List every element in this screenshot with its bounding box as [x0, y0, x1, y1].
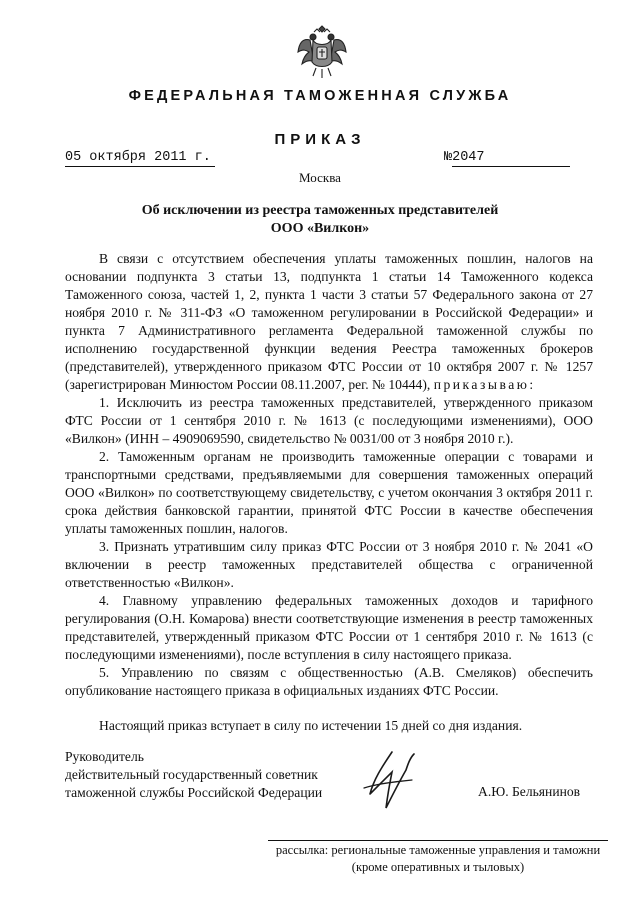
preamble-text: В связи с отсутствием обеспечения уплаты таможенных пошлин, налогов на основании подпункта 3 статьи 13, подпункта 1 статьи 14 Таможенного кодекса Таможенного союза, частей 1, 2, пункта 1 части 3 статьи 57 Федерального закона от 27 ноября 2010 г. № 311-ФЗ «О таможенном регулировании в Российской Федерации» и пункта 7 Административного регламента Федеральной таможенной службы по исполнению государственной функции ведения Реестра таможенных брокеров (представителей), утвержденного приказом ФТС России от 10 октября 2007 г. № 1257 (зарегистрирован Минюстом России 08.11.2007, рег. № 10444), — [65, 251, 593, 392]
subject-line-2: ООО «Вилкон» — [270, 221, 370, 236]
order-item-3: 3. Признать утратившим силу приказ ФТС России от 3 ноября 2010 г. № 2041 «О включении в реестр таможенных представителей общества с ограниченной ответственностью «Вилкон». — [65, 539, 593, 590]
signatory-role-2: действительный государственный советник — [65, 767, 318, 782]
order-directive: приказываю: — [433, 377, 536, 392]
distribution-line-1: рассылка: региональные таможенные управления и таможни — [275, 843, 601, 857]
order-item-4: 4. Главному управлению федеральных таможенных доходов и тарифного регулирования (О.Н. Комарова) внести соответствующие изменения в реестр таможенных представителей, утвержденный приказом ФТС России от 1 сентября 2010 г. № 1613 (с последующими изменениями), после вступления в силу настоящего приказа. — [65, 593, 593, 662]
order-subject — [0, 202, 640, 238]
number-value: 2047 — [452, 150, 570, 167]
preamble-paragraph — [65, 250, 593, 394]
agency-name: ФЕДЕРАЛЬНАЯ ТАМОЖЕННАЯ СЛУЖБА — [128, 88, 512, 104]
subject-line-1: Об исключении из реестра таможенных представителей — [141, 203, 499, 218]
order-item-2: 2. Таможенным органам не производить таможенные операции с товарами и транспортными средствами, предъявляемыми для совершения таможенных операций ООО «Вилкон» по соответствующему свидетельству, с учетом окончания 3 октября 2011 г. срока действия банковской гарантии, принятой ФТС России в качестве обеспечения уплаты таможенных пошлин, налогов. — [65, 449, 593, 536]
distribution-line-2: (кроме оперативных и тыловых) — [351, 860, 525, 874]
handwritten-signature-icon — [362, 748, 422, 812]
city: Москва — [299, 170, 341, 185]
signatory-title — [65, 748, 322, 802]
signatory-name: А.Ю. Бельянинов — [478, 784, 581, 799]
order-date: 05 октября 2011 г. — [65, 150, 215, 167]
signatory-role-3: таможенной службы Российской Федерации — [65, 785, 323, 800]
signatory-role-1: Руководитель — [65, 749, 144, 764]
effective-date-clause: Настоящий приказ вступает в силу по истечении 15 дней со дня издания. — [99, 718, 523, 733]
distribution-list — [268, 842, 608, 876]
order-item-5: 5. Управлению по связям с общественностью (А.В. Смеляков) обеспечить опубликование настоящего приказа в официальных изданиях ФТС России. — [65, 665, 593, 698]
double-headed-eagle-emblem-icon — [296, 22, 348, 82]
divider — [268, 840, 608, 841]
order-body — [65, 250, 593, 700]
document-type: ПРИКАЗ — [274, 131, 366, 148]
number-sign: № — [444, 150, 453, 165]
order-item-1: 1. Исключить из реестра таможенных представителей, утвержденного приказом ФТС России от 1 сентября 2010 г. № 1613 (с последующими изменениями), ООО «Вилкон» (ИНН – 4909069590, свидетельство № 0031/00 от 3 ноября 2010 г.). — [65, 395, 593, 446]
order-number — [444, 150, 594, 167]
